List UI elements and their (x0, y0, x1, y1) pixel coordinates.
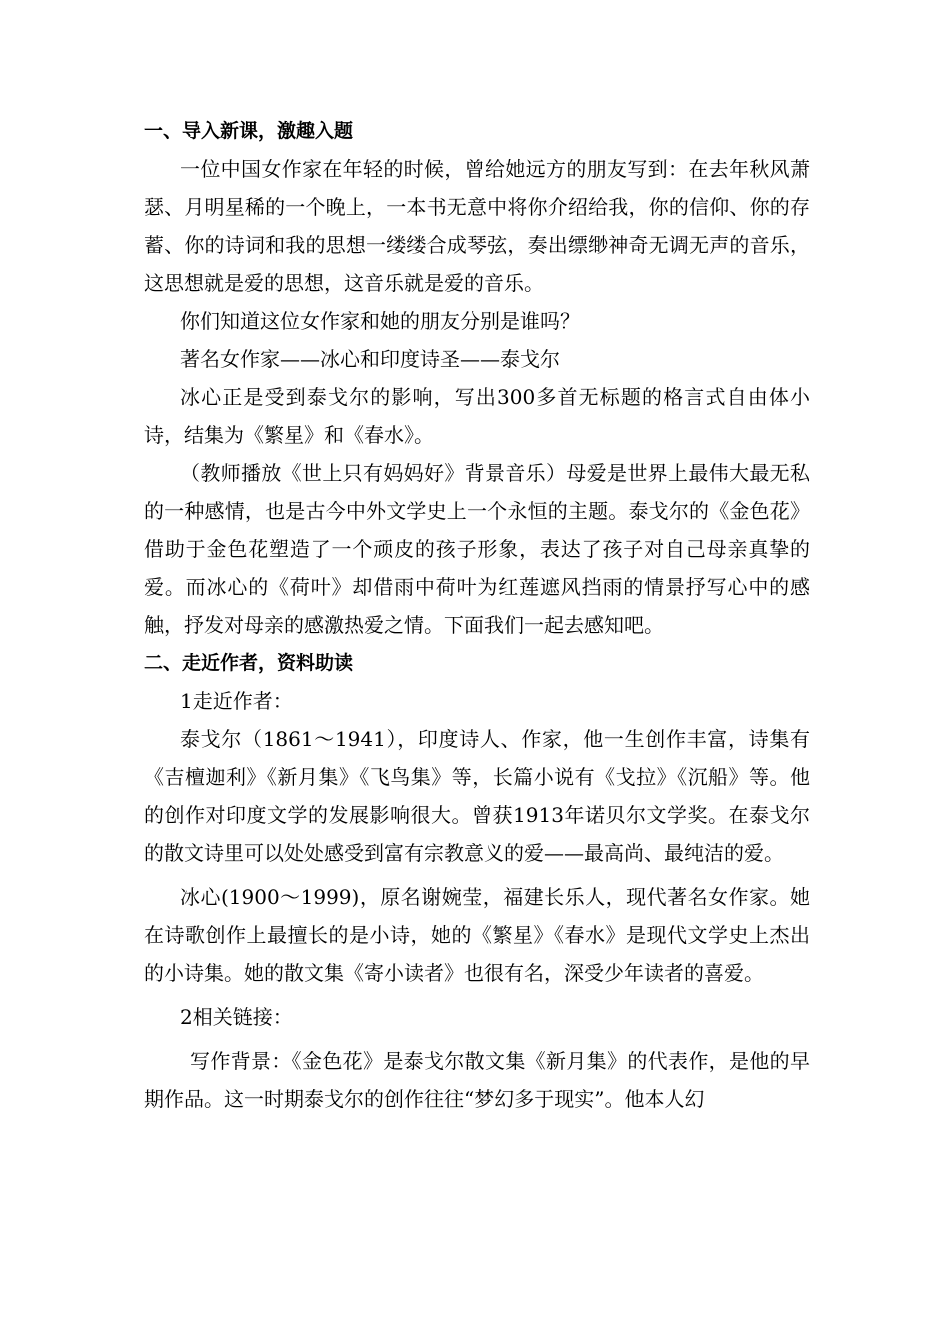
intro-paragraph: 一位中国女作家在年轻的时候，曾给她远方的朋友写到：在去年秋风萧瑟、月明星稀的一个晚上，一本书无意中将你介绍给我，你的信仰、你的存蓄、你的诗词和我的思想一缕缕合成琴弦，奏出缥缈神奇无调无声的音乐，这思想就是爱的思想，这音乐就是爱的音乐。 (144, 157, 810, 295)
background-paragraph: 写作背景：《金色花》是泰戈尔散文集《新月集》的代表作，是他的早期作品。这一时期泰戈尔的创作往往“梦幻多于现实”。他本人幻 (144, 1049, 810, 1111)
bingxin-bio-paragraph: 冰心(1900～1999)，原名谢婉莹，福建长乐人，现代著名女作家。她在诗歌创作上最擅长的是小诗，她的《繁星》《春水》是现代文学史上杰出的小诗集。她的散文集《寄小读者》也很有名，深受少年读者的喜爱。 (144, 885, 810, 985)
answer-paragraph: 著名女作家——冰心和印度诗圣——泰戈尔 (180, 347, 560, 371)
subheading-links: 2相关链接： (180, 1005, 293, 1029)
section-heading-1: 一、导入新课，激趣入题 (144, 120, 354, 142)
section-heading-2: 二、走近作者，资料助读 (144, 652, 354, 674)
music-paragraph: （教师播放《世上只有妈妈好》背景音乐）母爱是世界上最伟大最无私的一种感情，也是古今中外文学史上一个永恒的主题。泰戈尔的《金色花》借助于金色花塑造了一个顽皮的孩子形象，表达了孩子对自己母亲真挚的爱。而冰心的《荷叶》却借雨中荷叶为红莲遮风挡雨的情景抒写心中的感触，抒发对母亲的感激热爱之情。下面我们一起去感知吧。 (144, 461, 810, 637)
question-paragraph: 你们知道这位女作家和她的朋友分别是谁吗？ (180, 309, 580, 333)
tagore-bio-paragraph: 泰戈尔（1861～1941），印度诗人、作家，他一生创作丰富，诗集有《吉檀迦利》《新月集》《飞鸟集》等，长篇小说有《戈拉》《沉船》等。他的创作对印度文学的发展影响很大。曾获1913年诺贝尔文学奖。在泰戈尔的散文诗里可以处处感受到富有宗教意义的爱——最高尚、最纯洁的爱。 (144, 727, 810, 865)
influence-paragraph: 冰心正是受到泰戈尔的影响，写出300多首无标题的格言式自由体小诗，结集为《繁星》和《春水》。 (144, 385, 810, 447)
document-page (144, 112, 810, 1118)
subheading-authors: 1走近作者： (180, 689, 293, 713)
